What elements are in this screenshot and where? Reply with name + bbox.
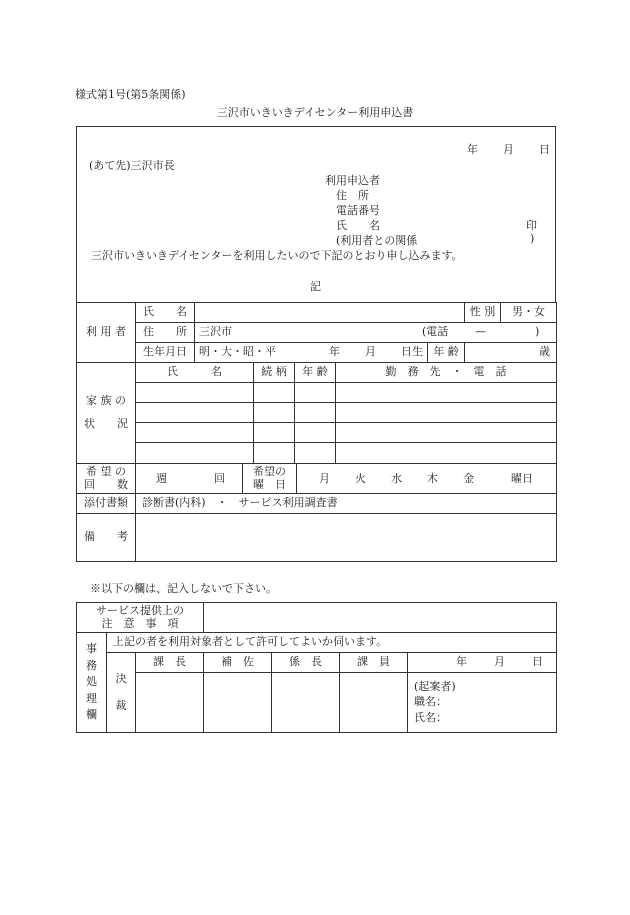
frequency-times: 回 [214, 471, 225, 485]
date-year: 年 [467, 143, 478, 156]
gender-options[interactable]: 男・女 [501, 303, 557, 323]
role-section-chief: 課 長 [136, 653, 204, 673]
family-row [77, 403, 557, 423]
birth-day: 日生 [401, 344, 423, 358]
family-col-work-phone: 勤 務 先 ・ 電 話 [336, 363, 557, 383]
day-options[interactable] [297, 464, 557, 494]
relation-close: ) [530, 232, 535, 245]
kessai-char: 決 [115, 671, 127, 685]
attachments-label: 添付書類 [77, 494, 136, 514]
approval-question: 上記の者を利用対象者として許可してよいか伺います。 [107, 633, 557, 653]
office-char: 務 [86, 658, 97, 672]
ki-mark: 記 [310, 280, 321, 293]
user-address-value: 三沢市 [199, 324, 232, 338]
office-date[interactable] [408, 653, 557, 673]
office-date-day: 日 [532, 654, 544, 668]
day-wed[interactable]: 水 [391, 471, 402, 485]
addressee: (あて先)三沢市長 [89, 159, 175, 172]
user-section-label: 利 用 者 [77, 303, 136, 363]
service-notes-label-line-2: 注 意 事 項 [101, 616, 179, 630]
family-age-cell[interactable] [295, 443, 336, 464]
user-address-field[interactable] [195, 323, 557, 343]
role-deputy: 補 佐 [204, 653, 272, 673]
frequency-field[interactable] [136, 464, 243, 494]
frequency-label-line-2: 回 数 [84, 477, 128, 491]
user-name-label: 氏 名 [136, 303, 195, 323]
office-char: 事 [86, 641, 97, 655]
family-col-relation: 続 柄 [254, 363, 295, 383]
family-label-line-1: 家 族 の [86, 394, 126, 408]
service-notes-label [77, 603, 204, 633]
family-row [77, 423, 557, 443]
birth-year: 年 [329, 344, 340, 358]
family-label-line-2: 状 況 [84, 417, 128, 430]
phone-open: (電話 [422, 324, 449, 338]
frequency-week: 週 [156, 471, 167, 485]
user-address-label: 住 所 [136, 323, 195, 343]
seal-box-staff[interactable] [340, 673, 408, 733]
office-date-year: 年 [456, 654, 468, 668]
applicant-phone-label: 電話番号 [336, 204, 380, 217]
family-age-cell[interactable] [295, 423, 336, 443]
application-header-box [76, 126, 556, 303]
age-label: 年 齢 [428, 343, 465, 363]
page-title: 三沢市いきいきデイセンター利用申込書 [216, 106, 414, 119]
relation-label: (利用者との関係 [336, 234, 418, 247]
day-suffix: 曜日 [511, 471, 533, 485]
kessai-label [107, 653, 136, 733]
applicant-name-label: 氏 名 [336, 219, 380, 232]
service-notes-field[interactable] [204, 603, 557, 633]
user-info-table [76, 302, 557, 363]
day-label-line-2: 曜 日 [253, 477, 286, 491]
family-relation-cell[interactable] [254, 423, 295, 443]
applicant-address-label: 住 所 [336, 189, 369, 202]
drafter-label: (起案者) [414, 680, 456, 693]
family-relation-cell[interactable] [254, 443, 295, 464]
gender-label: 性 別 [465, 303, 501, 323]
day-label-line-1: 希望の [253, 464, 286, 478]
role-subsection-chief: 係 長 [272, 653, 340, 673]
family-relation-cell[interactable] [254, 403, 295, 423]
family-name-cell[interactable] [136, 443, 254, 464]
office-char: 欄 [86, 708, 97, 722]
family-name-cell[interactable] [136, 383, 254, 403]
seal-mark: 印 [526, 219, 537, 232]
family-name-cell[interactable] [136, 403, 254, 423]
drafter-name: 氏名： [414, 710, 448, 724]
office-table [76, 602, 557, 733]
family-work-cell[interactable] [336, 443, 557, 464]
seal-box-deputy[interactable] [204, 673, 272, 733]
age-field[interactable] [465, 343, 557, 363]
family-row [77, 443, 557, 464]
form-number: 様式第1号(第5条関係) [75, 88, 186, 101]
remarks-field[interactable] [136, 514, 557, 562]
family-name-cell[interactable] [136, 423, 254, 443]
era-options: 明・大・昭・平 [199, 344, 276, 358]
user-name-field[interactable] [195, 303, 465, 323]
frequency-label [77, 464, 136, 494]
applicant-heading: 利用申込者 [325, 174, 380, 187]
phone-dash: — [475, 324, 486, 338]
office-date-month: 月 [494, 654, 506, 668]
kessai-char: 裁 [115, 698, 127, 712]
day-fri[interactable]: 金 [463, 471, 474, 485]
family-work-cell[interactable] [336, 383, 557, 403]
day-label [243, 464, 297, 494]
family-work-cell[interactable] [336, 423, 557, 443]
office-char: 理 [86, 691, 97, 705]
day-mon[interactable]: 月 [319, 471, 330, 485]
family-table [76, 362, 557, 464]
office-use-note: ※以下の欄は、記入しないで下さい。 [90, 582, 277, 595]
family-work-cell[interactable] [336, 403, 557, 423]
phone-close: ) [535, 324, 540, 338]
seal-box-subsection-chief[interactable] [272, 673, 340, 733]
birth-month: 月 [365, 344, 376, 358]
seal-box-section-chief[interactable] [136, 673, 204, 733]
age-unit: 歳 [539, 344, 550, 358]
drafter-position: 職名： [414, 695, 448, 709]
office-char: 処 [86, 675, 97, 689]
date-day: 日 [539, 143, 550, 156]
birthdate-label: 生年月日 [136, 343, 195, 363]
family-age-cell[interactable] [295, 403, 336, 423]
family-col-age: 年 齢 [295, 363, 336, 383]
day-tue[interactable]: 火 [355, 471, 366, 485]
attachments-value: 診断書(内科) ・ サービス利用調査書 [136, 494, 557, 514]
birthdate-field[interactable] [195, 343, 428, 363]
service-notes-label-line-1: サービス提供上の [96, 603, 185, 617]
drafter-box[interactable] [408, 673, 557, 733]
family-col-name: 氏 名 [136, 363, 254, 383]
office-section-label [77, 633, 107, 733]
family-row [77, 383, 557, 403]
day-thu[interactable]: 木 [427, 471, 438, 485]
role-staff: 課 員 [340, 653, 408, 673]
family-relation-cell[interactable] [254, 383, 295, 403]
family-section-label [77, 363, 136, 464]
family-age-cell[interactable] [295, 383, 336, 403]
frequency-label-line-1: 希 望 の [86, 464, 126, 478]
date-month: 月 [503, 143, 514, 156]
request-table [76, 463, 557, 562]
remarks-label: 備 考 [77, 514, 136, 562]
application-statement: 三沢市いきいきデイセンターを利用したいので下記のとおり申し込みます。 [91, 249, 463, 262]
